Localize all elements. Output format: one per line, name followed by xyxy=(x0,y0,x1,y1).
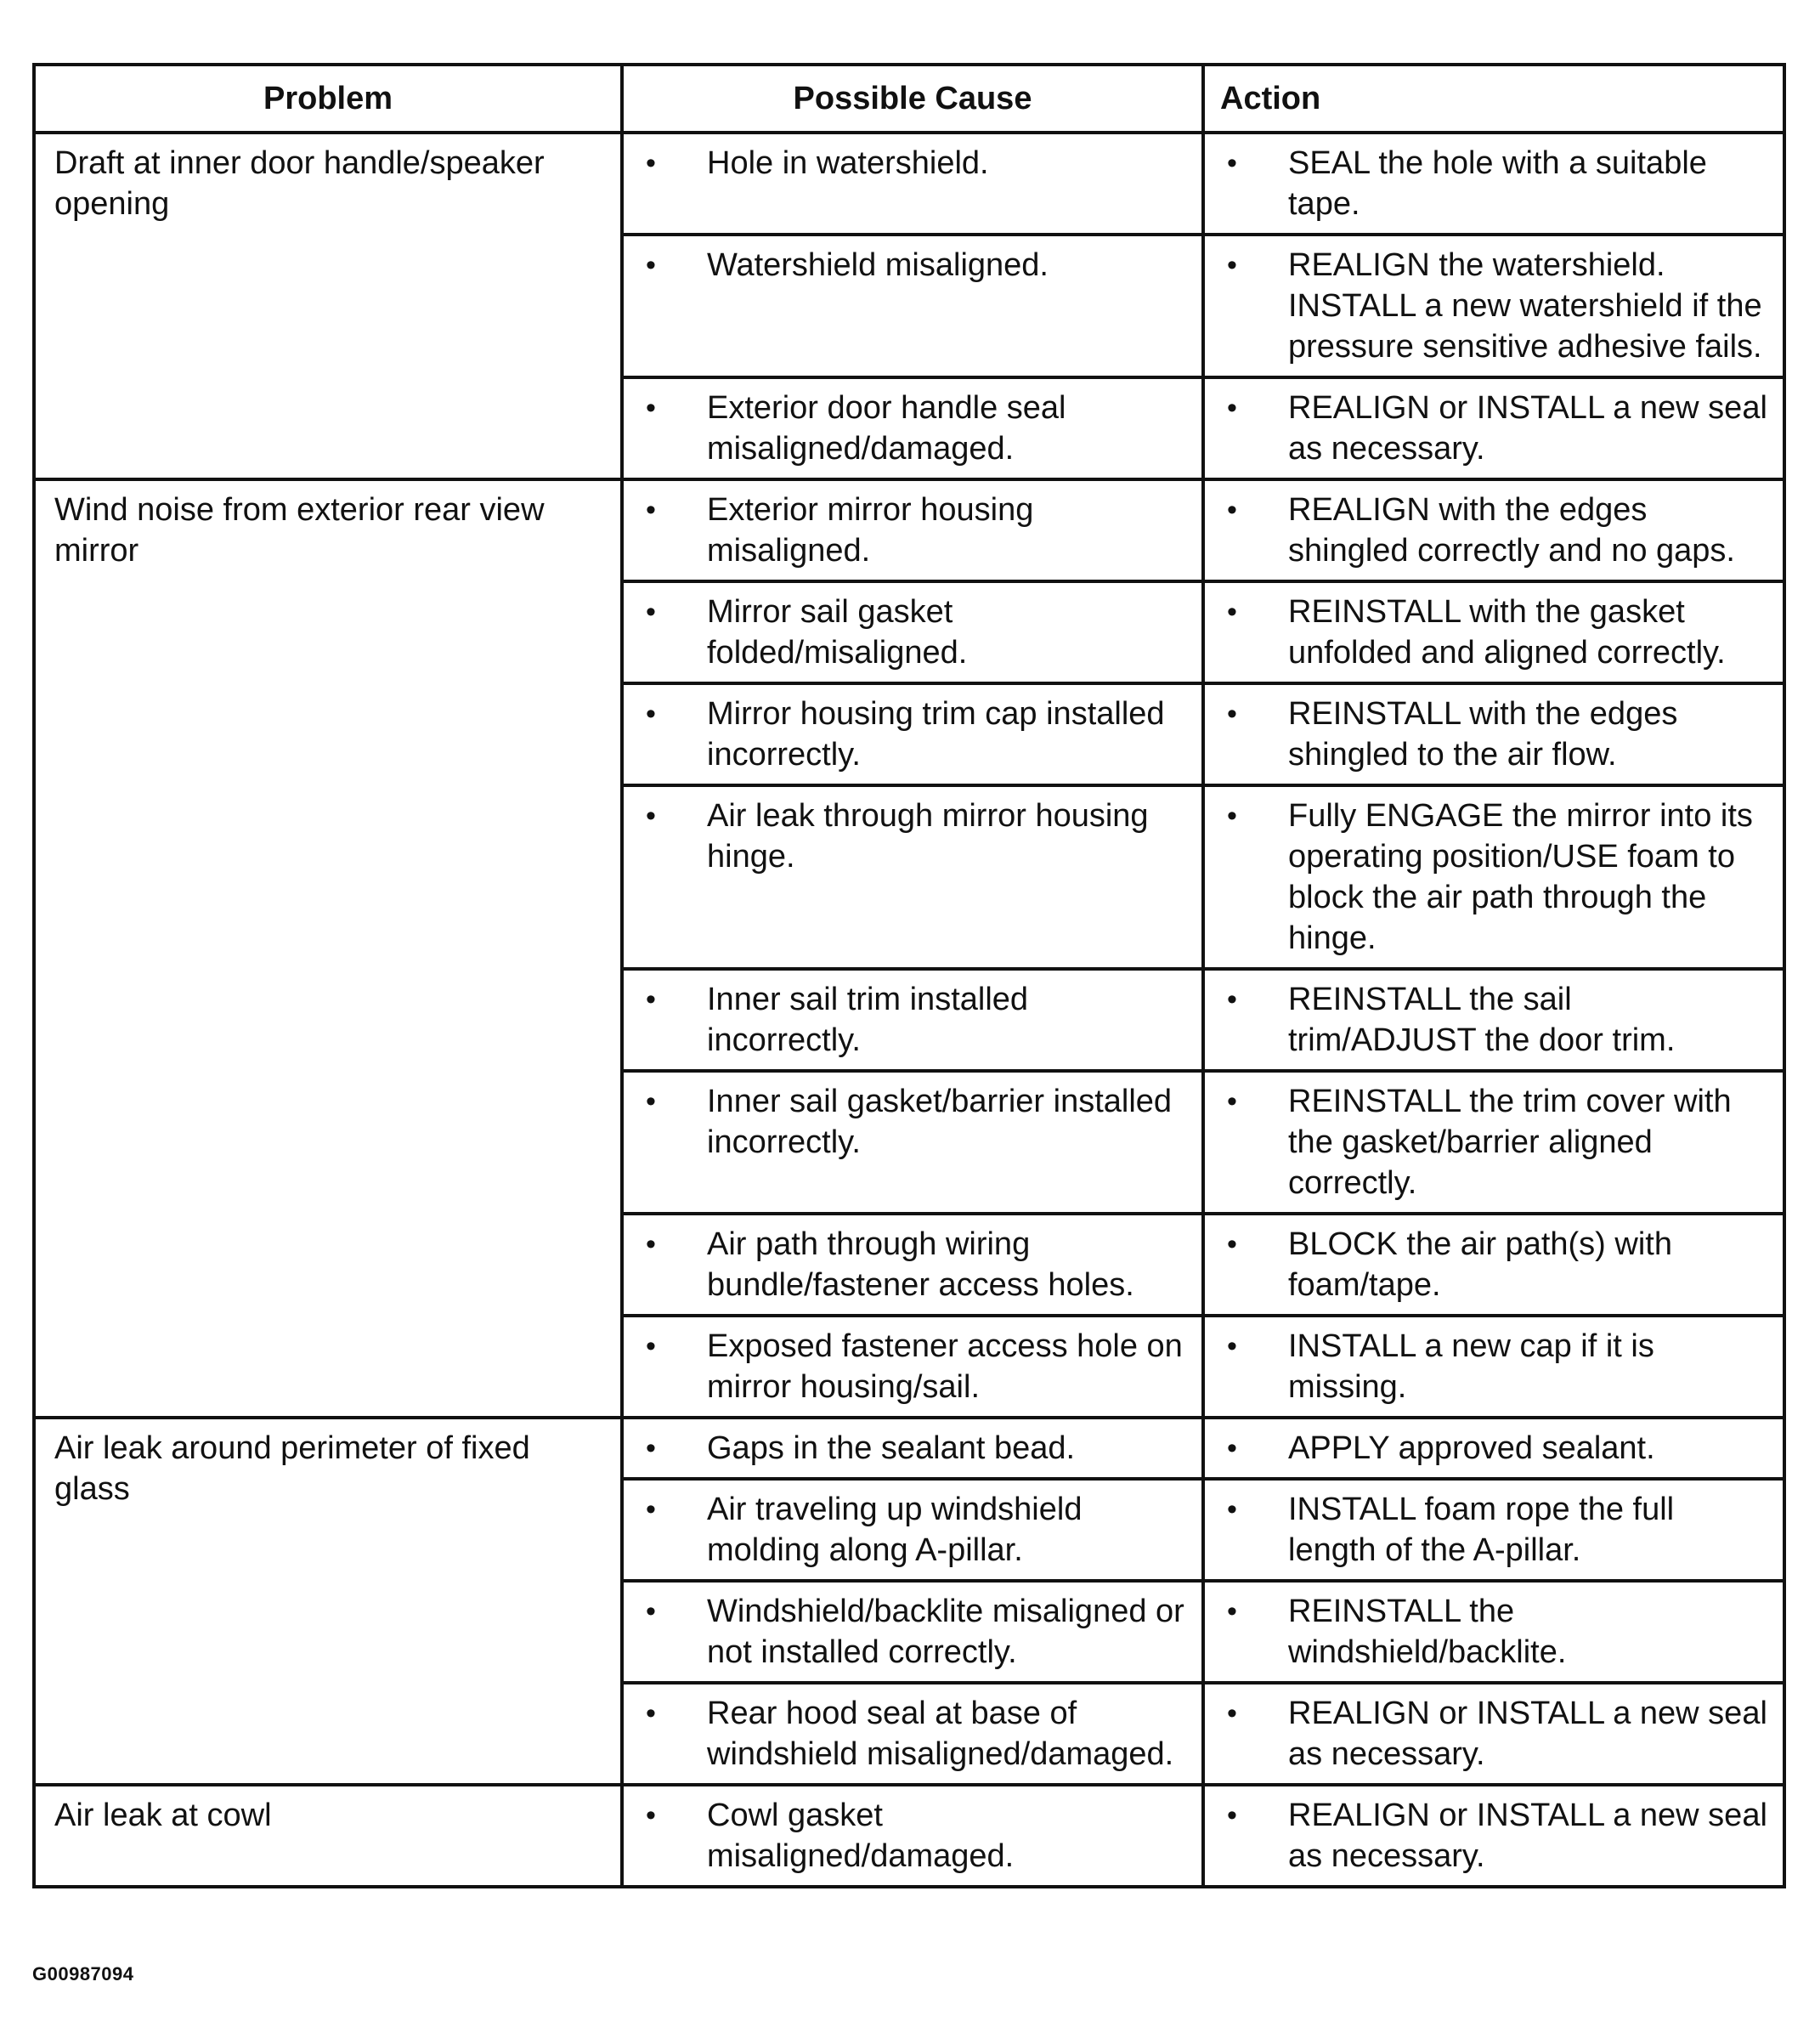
action-bullet-item xyxy=(1220,1428,1767,1469)
action-text: REALIGN or INSTALL a new seal as necessary. xyxy=(1288,1696,1767,1772)
cause-text: Air path through wiring bundle/fastener access holes. xyxy=(707,1226,1134,1303)
cause-cell xyxy=(622,235,1203,377)
bullet-icon: • xyxy=(646,983,656,1016)
action-bullet-item xyxy=(1220,388,1767,469)
cause-cell xyxy=(622,1418,1203,1479)
bullet-icon: • xyxy=(646,494,656,526)
cause-bullet-item xyxy=(639,1591,1186,1673)
action-cell xyxy=(1203,1581,1784,1683)
bullet-icon: • xyxy=(1227,596,1237,628)
bullet-icon: • xyxy=(646,800,656,832)
header-row xyxy=(34,65,1784,133)
table-row xyxy=(34,1418,1784,1479)
action-cell xyxy=(1203,479,1784,581)
cause-cell xyxy=(622,1581,1203,1683)
cause-text: Cowl gasket misaligned/damaged. xyxy=(707,1798,1015,1874)
action-bullet-item xyxy=(1220,1224,1767,1305)
cause-text: Hole in watershield. xyxy=(707,145,989,181)
cause-bullet-item xyxy=(639,1326,1186,1407)
cause-cell xyxy=(622,581,1203,683)
action-bullet-item xyxy=(1220,143,1767,224)
action-text: Fully ENGAGE the mirror into its operating position/USE foam to block the air path through the hinge. xyxy=(1288,798,1753,956)
bullet-icon: • xyxy=(646,147,656,179)
action-bullet-item xyxy=(1220,490,1767,571)
cause-cell xyxy=(622,1071,1203,1214)
cause-bullet-item xyxy=(639,1795,1186,1877)
action-cell xyxy=(1203,1214,1784,1316)
bullet-icon: • xyxy=(646,1432,656,1464)
bullet-icon: • xyxy=(646,1085,656,1118)
table-body xyxy=(34,133,1784,1887)
cause-bullet-item xyxy=(639,1693,1186,1775)
problem-cell: Draft at inner door handle/speaker opening xyxy=(34,133,622,479)
cause-text: Inner sail trim installed incorrectly. xyxy=(707,982,1029,1058)
bullet-icon: • xyxy=(646,1228,656,1260)
cause-bullet-item xyxy=(639,694,1186,775)
bullet-icon: • xyxy=(1227,800,1237,832)
bullet-icon: • xyxy=(1227,392,1237,424)
action-text: REINSTALL the sail trim/ADJUST the door trim. xyxy=(1288,982,1676,1058)
bullet-icon: • xyxy=(1227,1799,1237,1832)
cause-bullet-item xyxy=(639,490,1186,571)
cause-text: Rear hood seal at base of windshield misaligned/damaged. xyxy=(707,1696,1174,1772)
action-cell xyxy=(1203,133,1784,235)
cause-text: Exposed fastener access hole on mirror housing/sail. xyxy=(707,1328,1183,1405)
action-bullet-item xyxy=(1220,1693,1767,1775)
cause-text: Mirror housing trim cap installed incorrectly. xyxy=(707,696,1165,773)
action-text: REINSTALL with the gasket unfolded and aligned correctly. xyxy=(1288,594,1726,671)
cause-cell xyxy=(622,1214,1203,1316)
cause-text: Mirror sail gasket folded/misaligned. xyxy=(707,594,968,671)
action-cell xyxy=(1203,1479,1784,1581)
action-text: REALIGN with the edges shingled correctly and no gaps. xyxy=(1288,492,1735,569)
action-cell xyxy=(1203,1785,1784,1887)
bullet-icon: • xyxy=(1227,1330,1237,1362)
cause-cell xyxy=(622,683,1203,785)
problem-cell: Air leak at cowl xyxy=(34,1785,622,1887)
problem-cell: Wind noise from exterior rear view mirror xyxy=(34,479,622,1418)
cause-bullet-item xyxy=(639,388,1186,469)
action-bullet-item xyxy=(1220,694,1767,775)
cause-cell xyxy=(622,1479,1203,1581)
action-cell xyxy=(1203,1418,1784,1479)
action-cell xyxy=(1203,581,1784,683)
bullet-icon: • xyxy=(1227,249,1237,281)
cause-bullet-item xyxy=(639,979,1186,1061)
bullet-icon: • xyxy=(646,698,656,730)
cause-text: Air traveling up windshield molding along A-pillar. xyxy=(707,1492,1083,1568)
action-bullet-item xyxy=(1220,1591,1767,1673)
action-text: INSTALL a new cap if it is missing. xyxy=(1288,1328,1654,1405)
bullet-icon: • xyxy=(1227,147,1237,179)
action-bullet-item xyxy=(1220,1795,1767,1877)
action-bullet-item xyxy=(1220,1081,1767,1203)
cause-bullet-item xyxy=(639,1428,1186,1469)
bullet-icon: • xyxy=(1227,1493,1237,1526)
action-text: REINSTALL with the edges shingled to the air flow. xyxy=(1288,696,1678,773)
action-text: INSTALL foam rope the full length of the A-pillar. xyxy=(1288,1492,1675,1568)
cause-text: Exterior mirror housing misaligned. xyxy=(707,492,1034,569)
bullet-icon: • xyxy=(1227,494,1237,526)
action-bullet-item xyxy=(1220,796,1767,959)
bullet-icon: • xyxy=(646,1799,656,1832)
bullet-icon: • xyxy=(646,1595,656,1628)
bullet-icon: • xyxy=(1227,1085,1237,1118)
action-cell xyxy=(1203,235,1784,377)
cause-text: Exterior door handle seal misaligned/damaged. xyxy=(707,390,1066,467)
bullet-icon: • xyxy=(646,1697,656,1730)
bullet-icon: • xyxy=(646,392,656,424)
cause-cell xyxy=(622,1785,1203,1887)
action-bullet-item xyxy=(1220,1489,1767,1571)
cause-text: Gaps in the sealant bead. xyxy=(707,1430,1076,1466)
header-problem: Problem xyxy=(34,65,622,133)
cause-bullet-item xyxy=(639,1224,1186,1305)
action-bullet-item xyxy=(1220,245,1767,367)
action-cell xyxy=(1203,377,1784,479)
action-cell xyxy=(1203,1683,1784,1785)
table-row xyxy=(34,479,1784,581)
bullet-icon: • xyxy=(646,1330,656,1362)
cause-cell xyxy=(622,377,1203,479)
action-cell xyxy=(1203,785,1784,969)
bullet-icon: • xyxy=(646,1493,656,1526)
cause-bullet-item xyxy=(639,245,1186,286)
cause-bullet-item xyxy=(639,1489,1186,1571)
bullet-icon: • xyxy=(646,249,656,281)
cause-cell xyxy=(622,133,1203,235)
cause-text: Watershield misaligned. xyxy=(707,247,1049,283)
cause-cell xyxy=(622,785,1203,969)
cause-text: Inner sail gasket/barrier installed incorrectly. xyxy=(707,1084,1173,1160)
action-text: REALIGN the watershield. INSTALL a new watershield if the pressure sensitive adhesive fails. xyxy=(1288,247,1762,365)
bullet-icon: • xyxy=(1227,1432,1237,1464)
cause-bullet-item xyxy=(639,796,1186,877)
action-bullet-item xyxy=(1220,592,1767,673)
header-action: Action xyxy=(1203,65,1784,133)
bullet-icon: • xyxy=(1227,1228,1237,1260)
bullet-icon: • xyxy=(1227,983,1237,1016)
action-text: REALIGN or INSTALL a new seal as necessary. xyxy=(1288,1798,1767,1874)
action-bullet-item xyxy=(1220,979,1767,1061)
bullet-icon: • xyxy=(1227,698,1237,730)
cause-cell xyxy=(622,1683,1203,1785)
cause-bullet-item xyxy=(639,1081,1186,1163)
cause-bullet-item xyxy=(639,592,1186,673)
bullet-icon: • xyxy=(1227,1697,1237,1730)
action-text: BLOCK the air path(s) with foam/tape. xyxy=(1288,1226,1672,1303)
action-text: REINSTALL the trim cover with the gasket/barrier aligned correctly. xyxy=(1288,1084,1732,1201)
table-row xyxy=(34,133,1784,235)
cause-cell xyxy=(622,969,1203,1071)
bullet-icon: • xyxy=(1227,1595,1237,1628)
cause-bullet-item xyxy=(639,143,1186,184)
action-bullet-item xyxy=(1220,1326,1767,1407)
action-text: SEAL the hole with a suitable tape. xyxy=(1288,145,1707,222)
header-possible-cause: Possible Cause xyxy=(622,65,1203,133)
bullet-icon: • xyxy=(646,596,656,628)
table-row xyxy=(34,1785,1784,1887)
action-cell xyxy=(1203,969,1784,1071)
action-text: REALIGN or INSTALL a new seal as necessary. xyxy=(1288,390,1767,467)
diagnosis-table xyxy=(32,63,1786,1888)
action-cell xyxy=(1203,1071,1784,1214)
cause-cell xyxy=(622,479,1203,581)
action-text: REINSTALL the windshield/backlite. xyxy=(1288,1594,1567,1670)
action-text: APPLY approved sealant. xyxy=(1288,1430,1655,1466)
cause-text: Windshield/backlite misaligned or not installed correctly. xyxy=(707,1594,1184,1670)
action-cell xyxy=(1203,1316,1784,1418)
cause-cell xyxy=(622,1316,1203,1418)
cause-text: Air leak through mirror housing hinge. xyxy=(707,798,1149,875)
action-cell xyxy=(1203,683,1784,785)
figure-id: G00987094 xyxy=(32,1963,134,1985)
problem-cell: Air leak around perimeter of fixed glass xyxy=(34,1418,622,1785)
